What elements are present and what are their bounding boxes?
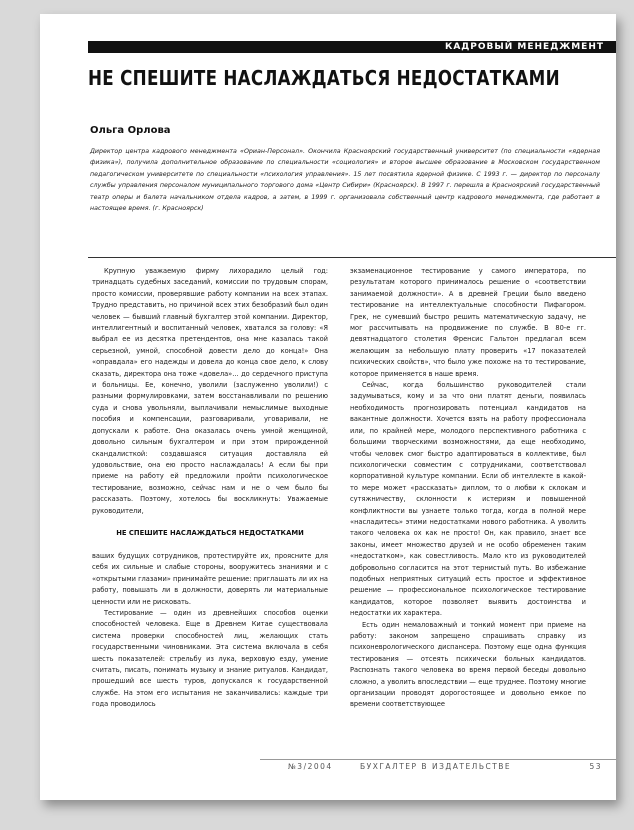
- paragraph: экзаменационное тестирование у самого императора, по результатам которого принималось решение о «соответствии занимаемой должности». А в древней Греции было введено тестирование на интеллектуальные способности Пифагором. Грек, не сумевший быстро решить математическую задачу, не мог рассчитывать на продвижение по службе. В 80-е гг. девятнадцатого столетия Френсис Гальтон предлагал всем желающим за небольшую плату проверить «17 показателей психических свойств», что было уже похоже на то тестирование, которое применяется в наше время.: [350, 267, 586, 378]
- paragraph: Есть один немаловажный и тонкий момент при приеме на работу: законом запрещено спрашивать справку из психоневрологического диспансера. Поэтому еще одна функция тестирования — отсеять психически больных кандидатов. Распознать такого человека во время первой беседы довольно сложно, а уволить впоследствии — еще труднее. Поэтому многие организации проводят дорогостоящее и довольно емкое по времени соответствующее: [350, 620, 586, 709]
- author-bio: Директор центра кадрового менеджмента «Ориан-Персонал». Окончила Красноярский государственный университет (по специальности «ядерная физика»), получила дополнительное образование по специальности «социология» и второе высшее образование в Московском государственном педагогическом университете по специальности «психология управления». 15 лет посвятила ядерной физике. С 1993 г. — директор по персоналу службы управления персоналом муниципального торгового дома «Центр Сибири» (Красноярск). В 1997 г. перешла в Красноярский государственный театр оперы и балета начальником отдела кадров, а затем, в 1999 г. организовала собственный центр кадрового менеджмента, где работает в настоящее время. (г. Красноярск): [90, 148, 600, 213]
- issue-number: №3/2004: [288, 762, 333, 771]
- paragraph: Сейчас, когда большинство руководителей стали задумываться, кому и за что они платят деньги, появилась необходимость прогнозировать потенциал кандидатов на вакантные должности. Хочется взять на работу профессионала или, по крайней мере, молодого перспективного работника с большими творческими возможностями, да еще необходимо, чтобы человек смог быстро адаптироваться в коллективе, был психологически совместим с сотрудниками, соответствовал корпоративной культуре компании. Если об интеллекте в какой-то мере может «рассказать» диплом, то о любви к склокам и сутяжничеству, склонности к истериям и повышенной конфликтности вы узнаете только тогда, когда в полной мере «насладитесь» этими недостатками нового работника. А уволить такого человека ох как не просто! Он, как правило, знает все законы, имеет множество друзей и не особо обременен таким «недостатком», как совестливость. Мало кто из руководителей добровольно согласится на этот тернистый путь. Во избежание подобных неприятных ситуаций есть простое и эффективное решение — профессиональное психологическое тестирование кандидатов, которое позволяет выявить достоинства и недостатки их характера.: [350, 381, 586, 618]
- page-footer: [260, 759, 616, 772]
- inline-subheading: НЕ СПЕШИТЕ НАСЛАЖДАТЬСЯ НЕДОСТАТКАМИ: [116, 528, 304, 537]
- magazine-title: БУХГАЛТЕР В ИЗДАТЕЛЬСТВЕ: [360, 762, 512, 771]
- paragraph: Крупную уважаемую фирму лихорадило целый год: тринадцать судебных заседаний, комиссии по трудовым спорам, просто комиссии, проверявшие работу компании на всех этапах. Трудно представить, но причиной всех этих безобразий был один человек — бывший главный бухгалтер этой компании. Директор, интеллигентный и воспитанный человек, хватался за голову: «Я выбрал ее из десятка претендентов, она мне казалась такой серьезной, умной, способной довести дело до конца!» Она «оправдала» его надежды и довела до конца свое дело, к слову сказать, директора она тоже «довела»... до сердечного приступа и больницы. Ее, конечно, уволили (заслуженно уволили!) с разными формулировками, затем восстанавливали по решению суда и снова увольняли, выплачивали немыслимые выходные пособия и компенсации, разговаривали, уговаривали, не допускали к работе. Она оказалась очень умной женщиной, довольно сильным бухгалтером и при этом прирожденной скандалисткой: создавшаяся ситуация доставляла ей удовольствие, она ею просто наслаждалась! А если бы при приеме на работу ей предложили пройти психологическое тестирование, возможно, сейчас нам и не о чем было бы рассказать. Поэтому, хотелось бы воскликнуть: Уважаемые руководители,: [92, 267, 328, 515]
- left-column: [92, 266, 328, 711]
- section-label: КАДРОВЫЙ МЕНЕДЖМЕНТ: [88, 41, 616, 53]
- paragraph: ваших будущих сотрудников, протестируйте их, проясните для себя их сильные и слабые стороны, вооружитесь знаниями и с «открытыми глазами» принимайте решение: приглашать ли их на работу, повышать ли в должности, доверять ли материальные ценности или не рисковать.: [92, 551, 328, 606]
- right-column: [350, 266, 586, 711]
- header-divider: [88, 257, 616, 258]
- author-name: Ольга Орлова: [90, 125, 171, 136]
- paragraph: Тестирование — один из древнейших способов оценки способностей человека. Еще в Древнем Китае существовала система проверки способностей лиц, желающих стать государственными чиновниками. Эта система включала в себя шесть показателей: стрельбу из лука, верховую езду, умение считать, писать, понимать музыку и знание ритуалов. Кандидат, прошедший все шесть туров, допускался к государственной службе. На этом его испытания не заканчивались: каждые три года проводилось: [92, 608, 328, 709]
- magazine-page: [40, 14, 616, 800]
- page-number: 53: [589, 762, 602, 771]
- article-headline: НЕ СПЕШИТЕ НАСЛАЖДАТЬСЯ НЕДОСТАТКАМИ: [88, 66, 560, 90]
